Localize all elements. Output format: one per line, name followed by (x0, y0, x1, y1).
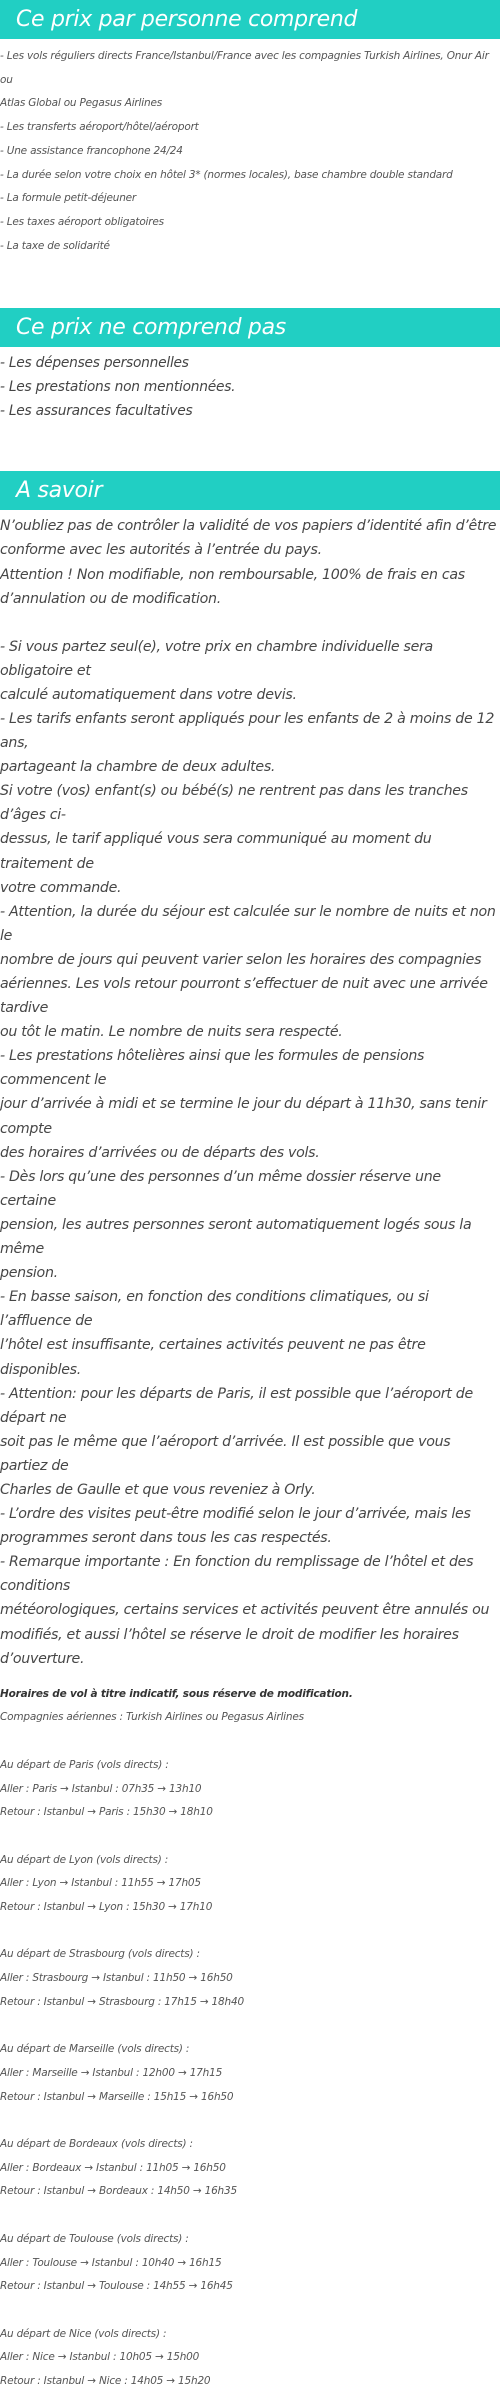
departure-label: Au départ de Marseille (vols directs) : (0, 2043, 190, 2056)
flight-schedules (0, 1671, 500, 2394)
info-line: ou tôt le matin. Le nombre de nuits sera respecté. (0, 1024, 343, 1041)
departure-aller: Aller : Nice → Istanbul : 10h05 → 15h00 (0, 2351, 200, 2364)
departure-retour: Retour : Istanbul → Marseille : 15h15 → 16h50 (0, 2090, 234, 2103)
schedules-heading: Horaires de vol à titre indicatif, sous réserve de modification. (0, 1687, 353, 1700)
departure-aller: Aller : Paris → Istanbul : 07h35 → 13h10 (0, 1782, 202, 1795)
departure-retour: Retour : Istanbul → Strasbourg : 17h15 → 18h40 (0, 1995, 244, 2008)
info-line: aériennes. Les vols retour pourront s’effectuer de nuit avec une arrivée tardive (0, 976, 488, 1017)
info-line: pension. (0, 1265, 58, 1282)
info-line: nombre de jours qui peuvent varier selon les horaires des compagnies (0, 951, 482, 968)
info-line: votre commande. (0, 879, 122, 896)
excluded-list (0, 347, 500, 423)
departure-aller: Aller : Bordeaux → Istanbul : 11h05 → 16h50 (0, 2161, 226, 2174)
spacer (0, 2109, 500, 2133)
list-item: - Les taxes aéroport obligatoires (0, 215, 164, 228)
departure-retour: Retour : Istanbul → Toulouse : 14h55 → 16h45 (0, 2280, 233, 2293)
departure-label: Au départ de Lyon (vols directs) : (0, 1853, 169, 1866)
departure-retour: Retour : Istanbul → Nice : 14h05 → 15h20 (0, 2375, 211, 2388)
info-line: - En basse saison, en fonction des conditions climatiques, ou si l’affluence de (0, 1289, 429, 1330)
departure-retour: Retour : Istanbul → Paris : 15h30 → 18h10 (0, 1806, 213, 1819)
spacer (0, 2299, 500, 2323)
section-title-info: A savoir (16, 478, 103, 504)
info-line: conforme avec les autorités à l’entrée du pays. (0, 542, 322, 559)
info-line: - L’ordre des visites peut-être modifié selon le jour d’arrivée, mais les (0, 1506, 471, 1523)
spacer (0, 2015, 500, 2039)
section-header-included (0, 0, 500, 39)
schedules-companies: Compagnies aériennes : Turkish Airlines ou Pegasus Airlines (0, 1711, 304, 1724)
list-item: - Une assistance francophone 24/24 (0, 144, 183, 157)
departure-label: Au départ de Toulouse (vols directs) : (0, 2232, 189, 2245)
info-line: météorologiques, certains services et activités peuvent être annulés ou (0, 1602, 490, 1619)
list-item: - Les prestations non mentionnées. (0, 379, 236, 396)
departure-aller: Aller : Lyon → Istanbul : 11h55 → 17h05 (0, 1877, 201, 1890)
info-line: jour d’arrivée à midi et se termine le jour du départ à 11h30, sans tenir compte (0, 1096, 487, 1137)
info-line: - Dès lors qu’une des personnes d’un même dossier réserve une certaine (0, 1168, 441, 1209)
info-text (0, 510, 500, 1670)
departure-label: Au départ de Bordeaux (vols directs) : (0, 2138, 193, 2151)
info-line: Attention ! Non modifiable, non remboursable, 100% de frais en cas (0, 566, 465, 583)
info-line: pension, les autres personnes seront automatiquement logés sous la même (0, 1216, 472, 1258)
list-item: - La taxe de solidarité (0, 239, 110, 252)
departure-aller: Aller : Marseille → Istanbul : 12h00 → 17h15 (0, 2066, 223, 2079)
list-item: - Les transferts aéroport/hôtel/aéroport (0, 121, 199, 134)
spacer (0, 1920, 500, 1944)
departure-aller: Aller : Strasbourg → Istanbul : 11h50 → 16h50 (0, 1972, 233, 1985)
list-item: Atlas Global ou Pegasus Airlines (0, 97, 162, 110)
info-line: programmes seront dans tous les cas respectés. (0, 1530, 332, 1547)
departure-label: Au départ de Strasbourg (vols directs) : (0, 1948, 200, 1961)
info-line: - Attention: pour les départs de Paris, il est possible que l’aéroport de départ ne (0, 1385, 473, 1426)
section-header-excluded (0, 308, 500, 347)
info-line: - Attention, la durée du séjour est calculée sur le nombre de nuits et non le (0, 903, 496, 944)
list-item: - Les assurances facultatives (0, 403, 193, 420)
info-line: partageant la chambre de deux adultes. (0, 759, 276, 776)
info-line: dessus, le tarif appliqué vous sera communiqué au moment du traitement de (0, 831, 432, 872)
section-header-info (0, 471, 500, 510)
info-line: des horaires d’arrivées ou de départs des vols. (0, 1144, 320, 1161)
spacer (0, 611, 500, 635)
spacer (0, 1825, 500, 1849)
info-line: - Si vous partez seul(e), votre prix en chambre individuelle sera obligatoire et (0, 638, 433, 679)
list-item: - La formule petit-déjeuner (0, 192, 137, 205)
included-list (0, 39, 500, 258)
departure-retour: Retour : Istanbul → Bordeaux : 14h50 → 16h35 (0, 2185, 237, 2198)
info-line: soit pas le même que l’aéroport d’arrivée. Il est possible que vous partiez de (0, 1433, 451, 1474)
spacer (0, 2204, 500, 2228)
info-line: Charles de Gaulle et que vous reveniez à Orly. (0, 1481, 316, 1498)
departure-retour: Retour : Istanbul → Lyon : 15h30 → 17h10 (0, 1901, 213, 1914)
info-line: Si votre (vos) enfant(s) ou bébé(s) ne rentrent pas dans les tranches d’âges ci- (0, 783, 468, 824)
info-line: d’annulation ou de modification. (0, 590, 221, 607)
list-item: - La durée selon votre choix en hôtel 3* (normes locales), base chambre double standard (0, 168, 453, 181)
list-item: - Les vols réguliers directs France/Istanbul/France avec les compagnies Turkish Airlines, Onur Air ou (0, 50, 489, 86)
info-line: - Les prestations hôtelières ainsi que les formules de pensions commencent le (0, 1048, 425, 1089)
departure-label: Au départ de Nice (vols directs) : (0, 2327, 167, 2340)
info-line: l’hôtel est insuffisante, certaines activités peuvent ne pas être disponibles. (0, 1337, 426, 1378)
section-title-included: Ce prix par personne comprend (16, 7, 358, 32)
list-item: - Les dépenses personnelles (0, 355, 189, 372)
spacer (0, 1730, 500, 1754)
info-line: calculé automatiquement dans votre devis. (0, 686, 297, 703)
info-line: N’oubliez pas de contrôler la validité de vos papiers d’identité afin d’être (0, 518, 497, 535)
departure-aller: Aller : Toulouse → Istanbul : 10h40 → 16h15 (0, 2256, 222, 2269)
info-line: - Remarque importante : En fonction du remplissage de l’hôtel et des conditions (0, 1554, 474, 1595)
departure-label: Au départ de Paris (vols directs) : (0, 1758, 169, 1771)
info-line: modifiés, et aussi l’hôtel se réserve le droit de modifier les horaires d’ouverture. (0, 1626, 459, 1667)
section-title-excluded: Ce prix ne comprend pas (16, 315, 286, 341)
info-line: - Les tarifs enfants seront appliqués pour les enfants de 2 à moins de 12 ans, (0, 710, 495, 752)
